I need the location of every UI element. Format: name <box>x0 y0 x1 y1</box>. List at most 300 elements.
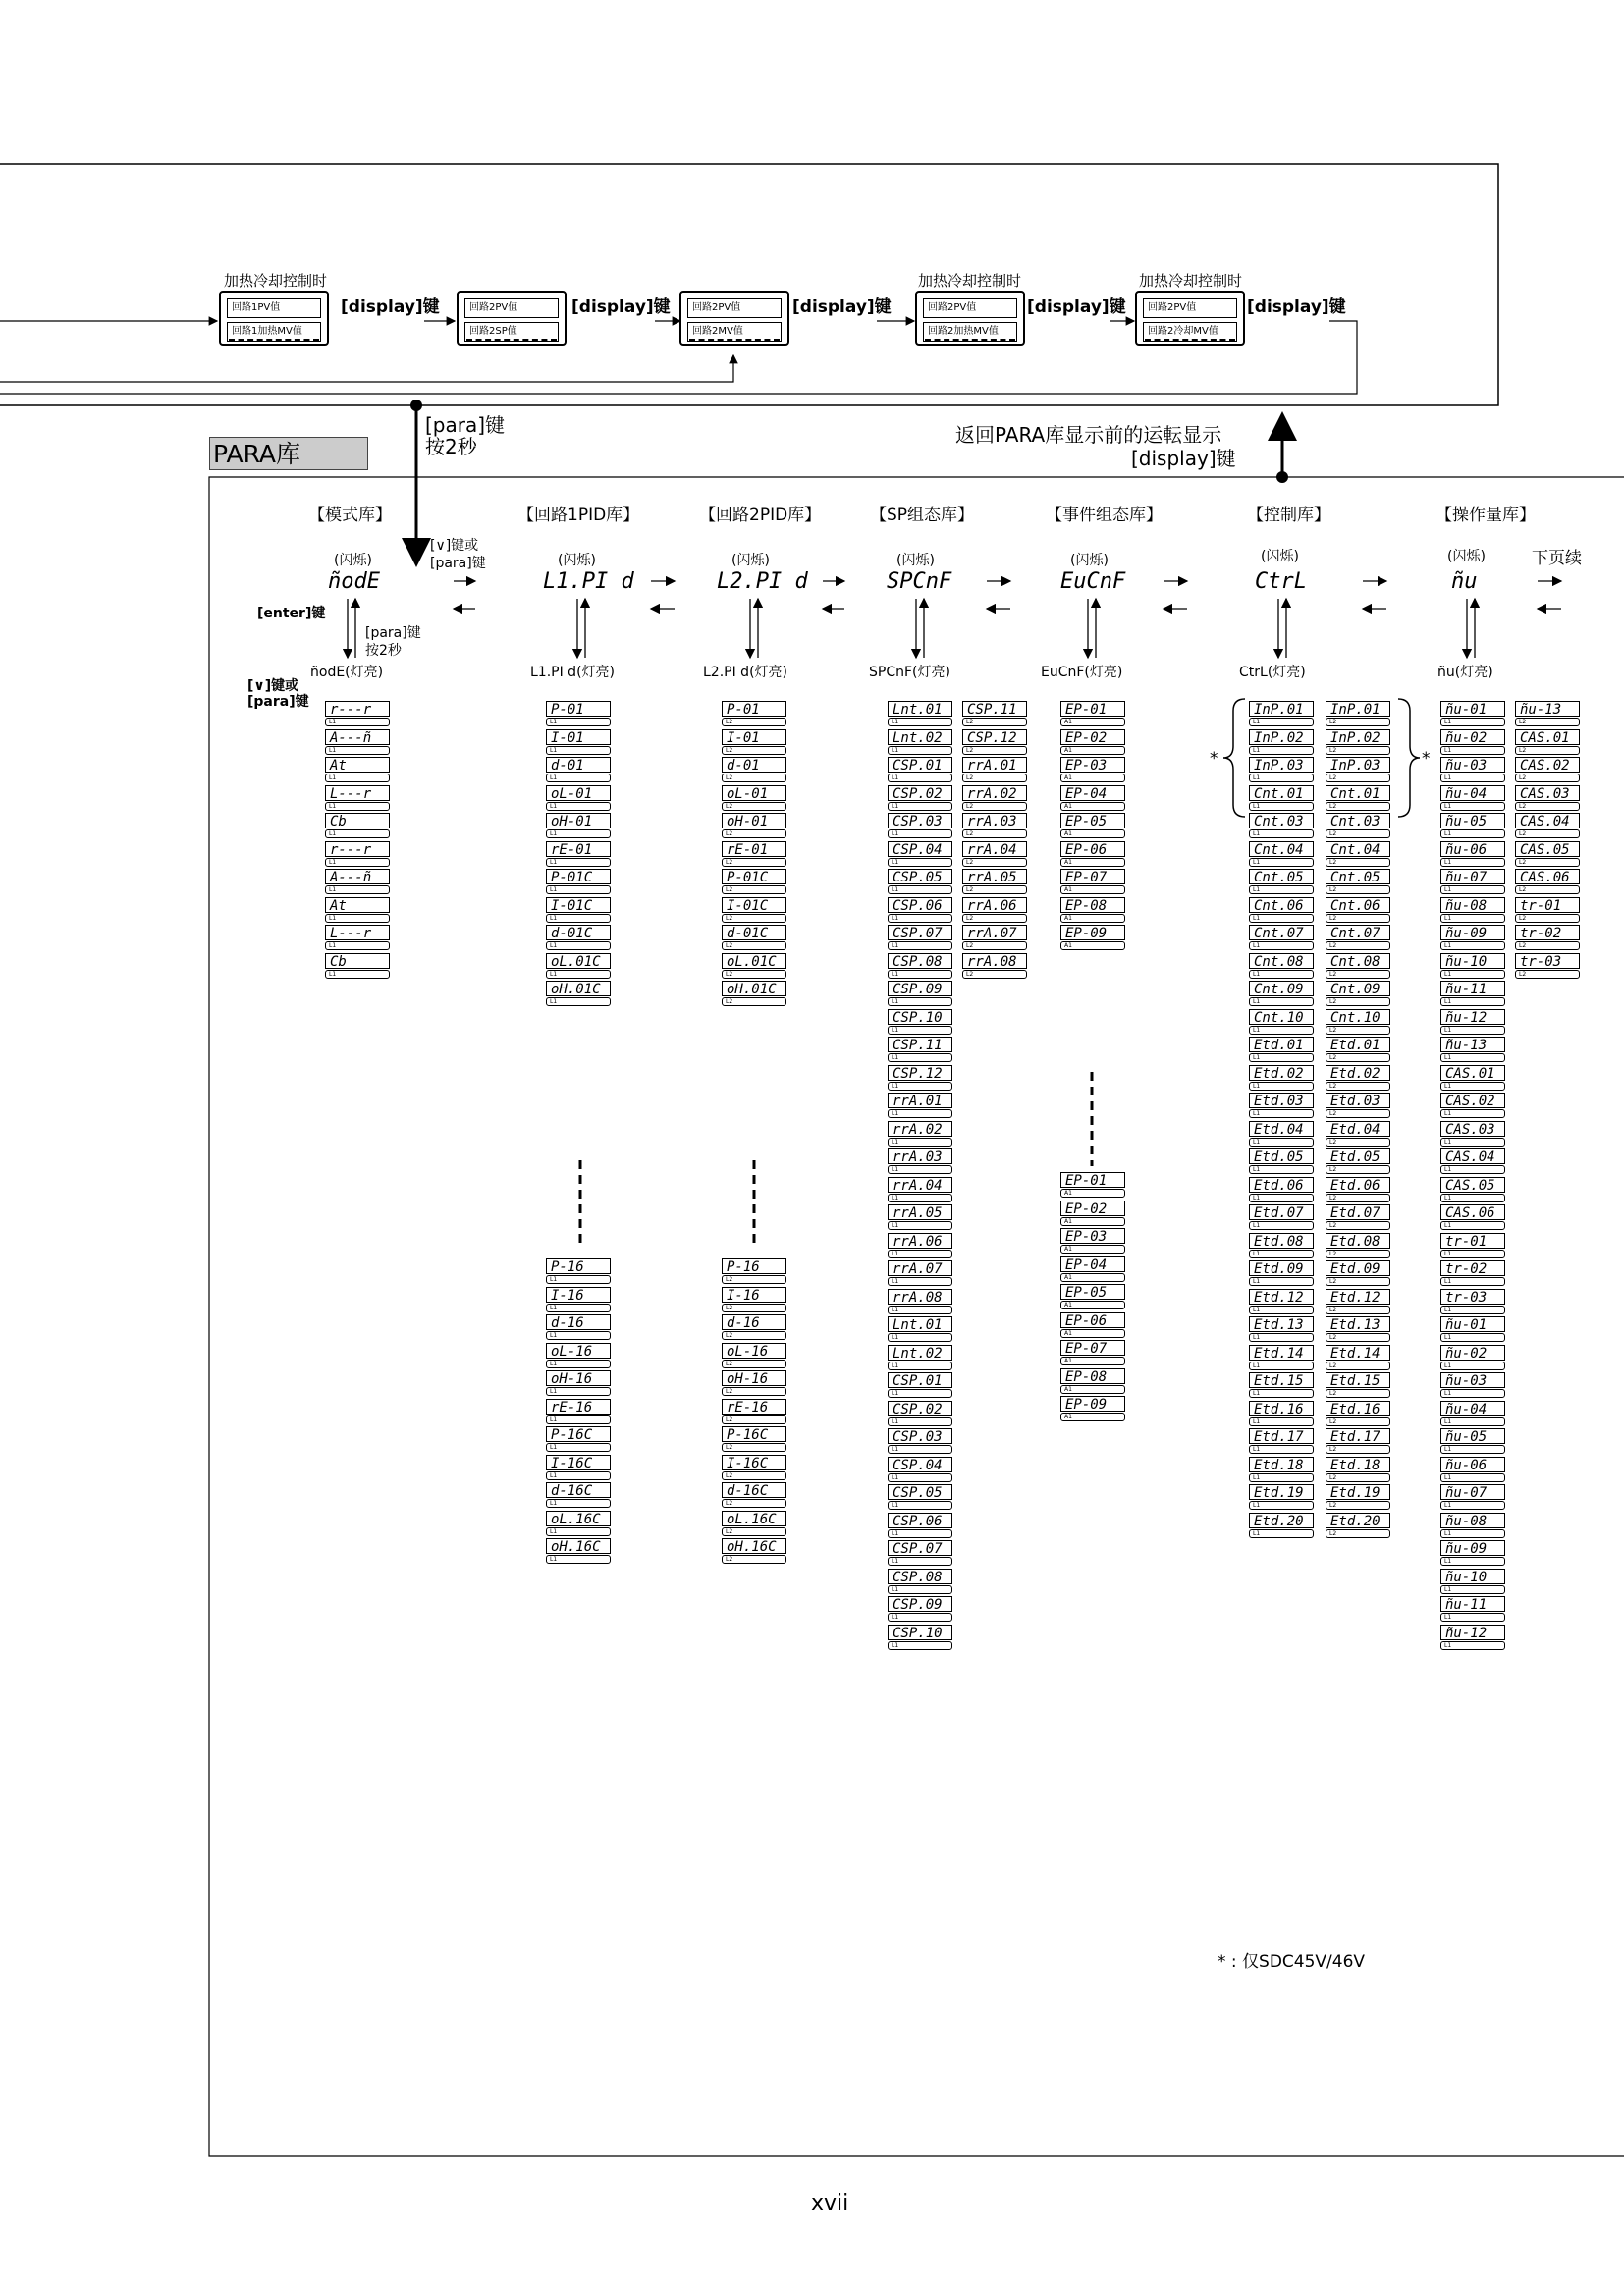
param-cell <box>1060 841 1127 867</box>
param-sub-display: L2 <box>722 746 786 755</box>
device-line1: 回路2PV值 <box>687 298 782 318</box>
param-code: P-16 <box>722 1258 786 1274</box>
param-sub-display: L2 <box>1326 1138 1390 1147</box>
param-cell <box>1515 701 1582 726</box>
bank-header-mode: 【模式库】 <box>308 506 392 525</box>
param-cell <box>888 869 954 894</box>
param-code: Cnt.05 <box>1249 869 1314 884</box>
param-sub-display: L1 <box>546 1443 611 1452</box>
param-cell <box>722 1287 788 1312</box>
param-cell <box>546 869 613 894</box>
param-cell <box>546 1370 613 1396</box>
param-cell <box>1249 1204 1316 1230</box>
param-code: Etd.20 <box>1249 1513 1314 1528</box>
bank-header-mv: 【操作量库】 <box>1435 506 1536 525</box>
param-cell <box>1326 1457 1392 1482</box>
param-cell <box>546 1511 613 1536</box>
param-code: Cb <box>325 813 390 828</box>
param-cell <box>888 1177 954 1202</box>
param-cell <box>546 925 613 950</box>
param-code: Etd.12 <box>1326 1289 1390 1305</box>
param-sub-display: L2 <box>1326 1333 1390 1342</box>
param-sub-display: L1 <box>1249 1389 1314 1398</box>
param-code: Etd.02 <box>1249 1065 1314 1081</box>
param-cell <box>888 1540 954 1566</box>
param-sub-display: L1 <box>1249 1417 1314 1426</box>
param-cell <box>888 1345 954 1370</box>
param-cell <box>1326 897 1392 923</box>
para-bank-title: PARA库 <box>209 437 368 470</box>
param-sub-display: L1 <box>888 718 952 726</box>
param-sub-display: L1 <box>1440 746 1505 755</box>
param-cell <box>888 1204 954 1230</box>
para-hold-line2: 按2秒 <box>365 643 402 659</box>
param-sub-display: L1 <box>1249 1026 1314 1035</box>
param-sub-display: L1 <box>1249 1445 1314 1454</box>
param-code: Etd.19 <box>1326 1484 1390 1500</box>
param-sub-display: L2 <box>1326 718 1390 726</box>
param-sub-display: L1 <box>325 970 390 979</box>
param-code: rE-01 <box>546 841 611 857</box>
down-or-label: [∨]键或 <box>430 538 479 554</box>
param-code: ñu-07 <box>1440 1484 1505 1500</box>
param-sub-display: L2 <box>1515 858 1580 867</box>
display-loop2-pv-cool <box>1135 291 1245 346</box>
param-sub-display: L1 <box>546 1415 611 1424</box>
param-cell <box>1249 1177 1316 1202</box>
param-sub-display: L2 <box>1326 1389 1390 1398</box>
param-cell <box>1440 925 1507 950</box>
param-code: Cnt.07 <box>1249 925 1314 940</box>
param-code: d-16 <box>546 1314 611 1330</box>
brace-asterisk-right: * <box>1422 749 1431 769</box>
param-sub-display: L1 <box>1249 1333 1314 1342</box>
param-cell <box>888 897 954 923</box>
param-cell <box>1326 1204 1392 1230</box>
param-code: I-16 <box>546 1287 611 1303</box>
device-line2: 回路2MV值 <box>687 322 782 342</box>
param-sub-display: L1 <box>1249 941 1314 950</box>
code-pid2: L2.PI d <box>717 569 808 594</box>
param-code: EP-04 <box>1060 1256 1125 1272</box>
param-code: ñu-09 <box>1440 925 1505 940</box>
param-sub-display: L1 <box>1440 997 1505 1006</box>
param-sub-display: L1 <box>888 1194 952 1202</box>
param-sub-display: L1 <box>1440 1026 1505 1035</box>
param-cell <box>888 757 954 782</box>
param-sub-display: L2 <box>962 746 1027 755</box>
param-cell <box>1515 925 1582 950</box>
param-cell <box>1326 1093 1392 1118</box>
para-key-label-mode: [para]键 <box>247 694 309 710</box>
param-sub-display: L1 <box>888 1529 952 1538</box>
param-code: I-01 <box>546 729 611 745</box>
param-sub-display: L2 <box>1326 1362 1390 1370</box>
param-sub-display: L2 <box>962 885 1027 894</box>
param-cell <box>888 953 954 979</box>
param-cell <box>1249 1484 1316 1510</box>
param-sub-display: L2 <box>1515 829 1580 838</box>
param-code: A---ñ <box>325 869 390 884</box>
param-cell <box>1249 841 1316 867</box>
param-cell <box>1515 953 1582 979</box>
param-sub-display: L2 <box>722 1331 786 1340</box>
param-sub-display: L1 <box>888 746 952 755</box>
param-cell <box>1326 701 1392 726</box>
param-code: I-16 <box>722 1287 786 1303</box>
param-code: EP-07 <box>1060 869 1125 884</box>
param-cell <box>1249 1316 1316 1342</box>
param-code: CSP.09 <box>888 1596 952 1612</box>
param-sub-display: L1 <box>1440 1501 1505 1510</box>
param-cell <box>962 925 1029 950</box>
param-code: Etd.17 <box>1326 1428 1390 1444</box>
param-code: Etd.17 <box>1249 1428 1314 1444</box>
param-sub-display: A1 <box>1060 1329 1125 1338</box>
param-code: CAS.05 <box>1440 1177 1505 1193</box>
param-sub-display: L1 <box>546 1331 611 1340</box>
param-cell <box>1060 813 1127 838</box>
param-code: Cnt.08 <box>1249 953 1314 969</box>
param-code: oH-16 <box>722 1370 786 1386</box>
param-code: ñu-10 <box>1440 953 1505 969</box>
param-sub-display: L1 <box>888 1445 952 1454</box>
param-code: P-01C <box>546 869 611 884</box>
note-sdc45v: * : 仅SDC45V/46V <box>1218 1952 1366 1972</box>
param-sub-display: A1 <box>1060 746 1125 755</box>
param-code: ñu-12 <box>1440 1009 1505 1025</box>
param-cell <box>888 1009 954 1035</box>
param-code: tr-01 <box>1440 1233 1505 1249</box>
param-cell <box>1249 1121 1316 1147</box>
param-cell <box>1060 897 1127 923</box>
param-cell <box>722 1370 788 1396</box>
param-cell <box>1440 1260 1507 1286</box>
param-sub-display: L2 <box>1326 829 1390 838</box>
param-sub-display: L1 <box>1440 1445 1505 1454</box>
param-code: CAS.02 <box>1515 757 1580 773</box>
param-sub-display: L2 <box>1326 1250 1390 1258</box>
param-sub-display: L1 <box>1249 858 1314 867</box>
param-code: CAS.06 <box>1515 869 1580 884</box>
para-hold-line1: [para]键 <box>365 625 421 641</box>
param-code: EP-01 <box>1060 701 1125 717</box>
param-code: d-01C <box>722 925 786 940</box>
hold-2s-label: 按2秒 <box>425 435 477 458</box>
param-code: ñu-12 <box>1440 1625 1505 1640</box>
param-cell <box>722 1258 788 1284</box>
param-code: ñu-06 <box>1440 1457 1505 1472</box>
param-code: Etd.04 <box>1249 1121 1314 1137</box>
param-sub-display: L1 <box>888 1557 952 1566</box>
param-sub-display: L1 <box>1440 718 1505 726</box>
param-cell <box>722 813 788 838</box>
param-sub-display: A1 <box>1060 718 1125 726</box>
param-cell <box>546 1426 613 1452</box>
param-code: EP-05 <box>1060 813 1125 828</box>
param-sub-display: L2 <box>1515 774 1580 782</box>
param-code: ñu-11 <box>1440 981 1505 996</box>
param-sub-display: L1 <box>888 1362 952 1370</box>
param-cell <box>546 1287 613 1312</box>
param-code: CSP.02 <box>888 1401 952 1416</box>
param-sub-display: L1 <box>888 1165 952 1174</box>
param-sub-display: A1 <box>1060 1413 1125 1421</box>
param-cell <box>722 869 788 894</box>
param-cell <box>1060 1312 1127 1338</box>
param-cell <box>1440 1093 1507 1118</box>
param-sub-display: L2 <box>722 914 786 923</box>
param-cell <box>1440 1233 1507 1258</box>
param-code: Etd.01 <box>1249 1037 1314 1052</box>
param-cell <box>1515 869 1582 894</box>
param-sub-display: L1 <box>1440 1082 1505 1091</box>
param-code: CAS.06 <box>1440 1204 1505 1220</box>
param-sub-display: L1 <box>546 1471 611 1480</box>
param-sub-display: L2 <box>1326 941 1390 950</box>
param-sub-display: A1 <box>1060 802 1125 811</box>
param-sub-display: L1 <box>888 1613 952 1622</box>
param-sub-display: L1 <box>1249 1277 1314 1286</box>
param-sub-display: L1 <box>1249 774 1314 782</box>
param-sub-display: L1 <box>1440 1221 1505 1230</box>
code-lit-pid1: L1.PI d(灯亮) <box>530 665 615 680</box>
param-sub-display: A1 <box>1060 1189 1125 1198</box>
param-code: ñu-01 <box>1440 701 1505 717</box>
param-sub-display: L2 <box>1515 885 1580 894</box>
param-code: ñu-02 <box>1440 1345 1505 1361</box>
param-code: CSP.04 <box>888 1457 952 1472</box>
param-cell <box>888 813 954 838</box>
display-loop2-pv-heat <box>915 291 1025 346</box>
param-sub-display: A1 <box>1060 1245 1125 1254</box>
param-cell <box>1440 1345 1507 1370</box>
param-code: A---ñ <box>325 729 390 745</box>
param-cell <box>962 953 1029 979</box>
param-code: EP-07 <box>1060 1340 1125 1356</box>
param-code: Etd.18 <box>1326 1457 1390 1472</box>
param-sub-display: L1 <box>1440 1165 1505 1174</box>
param-cell <box>1515 729 1582 755</box>
param-code: Etd.14 <box>1249 1345 1314 1361</box>
param-code: ñu-06 <box>1440 841 1505 857</box>
param-code: Etd.02 <box>1326 1065 1390 1081</box>
blink-label: (闪烁) <box>1070 553 1109 568</box>
param-cell <box>1249 1457 1316 1482</box>
param-sub-display: L1 <box>888 1221 952 1230</box>
param-cell <box>722 1455 788 1480</box>
param-cell <box>1326 1148 1392 1174</box>
param-code: CAS.03 <box>1515 785 1580 801</box>
param-code: tr-03 <box>1515 953 1580 969</box>
param-sub-display: L1 <box>1249 885 1314 894</box>
param-cell <box>1326 1121 1392 1147</box>
param-sub-display: L1 <box>546 1275 611 1284</box>
blink-label: (闪烁) <box>334 553 372 568</box>
param-sub-display: L1 <box>1249 746 1314 755</box>
param-sub-display: L2 <box>722 1304 786 1312</box>
param-code: rrA.07 <box>962 925 1027 940</box>
param-code: InP.02 <box>1249 729 1314 745</box>
param-code: Cnt.01 <box>1249 785 1314 801</box>
bank-header-ctrl: 【控制库】 <box>1247 506 1330 525</box>
param-cell <box>1060 1340 1127 1365</box>
param-sub-display: L1 <box>546 746 611 755</box>
param-code: oH-01 <box>546 813 611 828</box>
param-cell <box>1515 897 1582 923</box>
param-cell <box>1326 1345 1392 1370</box>
param-code: ñu-04 <box>1440 1401 1505 1416</box>
param-sub-display: L1 <box>888 885 952 894</box>
param-cell <box>1326 1260 1392 1286</box>
param-code: ñu-08 <box>1440 897 1505 913</box>
param-code: tr-03 <box>1440 1289 1505 1305</box>
param-sub-display: L1 <box>325 802 390 811</box>
param-code: EP-01 <box>1060 1172 1125 1188</box>
param-sub-display: L1 <box>888 802 952 811</box>
param-code: Cnt.03 <box>1249 813 1314 828</box>
param-cell <box>962 701 1029 726</box>
param-sub-display: L1 <box>1440 914 1505 923</box>
param-sub-display: L2 <box>722 1415 786 1424</box>
param-sub-display: L1 <box>1249 1109 1314 1118</box>
param-code: EP-08 <box>1060 1368 1125 1384</box>
param-cell <box>962 897 1029 923</box>
param-sub-display: L1 <box>1440 1389 1505 1398</box>
param-code: ñu-03 <box>1440 1372 1505 1388</box>
param-cell <box>546 841 613 867</box>
param-sub-display: L1 <box>546 970 611 979</box>
bank-header-pid2: 【回路2PID库】 <box>699 506 822 525</box>
param-cell <box>1440 1009 1507 1035</box>
param-sub-display: L1 <box>325 914 390 923</box>
param-code: P-01 <box>722 701 786 717</box>
param-code: CAS.01 <box>1515 729 1580 745</box>
param-sub-display: L1 <box>1249 1082 1314 1091</box>
param-sub-display: L1 <box>1440 1277 1505 1286</box>
param-cell <box>1060 701 1127 726</box>
param-cell <box>1060 1396 1127 1421</box>
param-cell <box>888 1596 954 1622</box>
param-sub-display: L1 <box>546 774 611 782</box>
param-code: rrA.06 <box>888 1233 952 1249</box>
param-cell <box>888 1428 954 1454</box>
param-sub-display: L1 <box>1440 1585 1505 1594</box>
param-code: d-01 <box>722 757 786 773</box>
param-cell <box>1440 981 1507 1006</box>
param-cell <box>1249 1233 1316 1258</box>
param-sub-display: L1 <box>1440 1557 1505 1566</box>
param-cell <box>1515 841 1582 867</box>
param-sub-display: L1 <box>1249 1221 1314 1230</box>
blink-label: (闪烁) <box>1261 549 1299 564</box>
param-cell <box>1249 925 1316 950</box>
down-or-label-mode: [∨]键或 <box>247 678 299 694</box>
param-sub-display: L1 <box>1249 1194 1314 1202</box>
param-code: Etd.09 <box>1326 1260 1390 1276</box>
param-cell <box>546 1482 613 1508</box>
param-code: L---r <box>325 925 390 940</box>
param-cell <box>1440 1484 1507 1510</box>
param-sub-display: L1 <box>1440 885 1505 894</box>
param-sub-display: L1 <box>325 774 390 782</box>
param-cell <box>1249 1065 1316 1091</box>
param-cell <box>1249 953 1316 979</box>
param-code: Etd.07 <box>1326 1204 1390 1220</box>
param-sub-display: L2 <box>1326 858 1390 867</box>
param-sub-display: L1 <box>888 858 952 867</box>
param-code: Etd.08 <box>1249 1233 1314 1249</box>
param-code: ñu-07 <box>1440 869 1505 884</box>
param-code: EP-08 <box>1060 897 1125 913</box>
param-cell <box>888 1625 954 1650</box>
param-sub-display: L1 <box>1249 1501 1314 1510</box>
param-code: d-01C <box>546 925 611 940</box>
param-code: Etd.18 <box>1249 1457 1314 1472</box>
param-code: Cnt.09 <box>1249 981 1314 996</box>
param-cell <box>1326 841 1392 867</box>
param-code: Etd.03 <box>1326 1093 1390 1108</box>
display-loop2-pv-mv <box>679 291 789 346</box>
param-cell <box>1515 757 1582 782</box>
param-sub-display: L1 <box>888 997 952 1006</box>
param-sub-display: L1 <box>1440 1333 1505 1342</box>
param-cell <box>546 1343 613 1368</box>
device-line2: 回路1加热MV值 <box>227 322 321 342</box>
bank-header-pid1: 【回路1PID库】 <box>517 506 640 525</box>
param-sub-display: L1 <box>1249 829 1314 838</box>
param-code: CSP.12 <box>962 729 1027 745</box>
enter-key-label: [enter]键 <box>257 606 326 621</box>
heat-cool-caption-1: 加热冷却控制时 <box>224 272 328 290</box>
param-sub-display: L1 <box>546 941 611 950</box>
param-sub-display: L2 <box>1326 802 1390 811</box>
param-cell <box>1440 1457 1507 1482</box>
param-cell <box>962 757 1029 782</box>
param-code: EP-05 <box>1060 1284 1125 1300</box>
bank-header-sp: 【SP组态库】 <box>870 506 975 525</box>
param-code: ñu-01 <box>1440 1316 1505 1332</box>
param-cell <box>1326 729 1392 755</box>
param-sub-display: L2 <box>1326 1473 1390 1482</box>
param-code: EP-06 <box>1060 1312 1125 1328</box>
param-sub-display: L2 <box>1326 1529 1390 1538</box>
param-cell <box>1326 1316 1392 1342</box>
param-cell <box>722 1511 788 1536</box>
param-code: rrA.01 <box>962 757 1027 773</box>
param-code: oL-16 <box>722 1343 786 1359</box>
device-line1: 回路2PV值 <box>464 298 559 318</box>
param-sub-display: L1 <box>1440 1529 1505 1538</box>
param-cell <box>1440 1121 1507 1147</box>
param-sub-display: A1 <box>1060 1301 1125 1309</box>
param-cell <box>1326 757 1392 782</box>
param-code: oH-16 <box>546 1370 611 1386</box>
param-sub-display: L1 <box>888 1109 952 1118</box>
param-code: CSP.07 <box>888 925 952 940</box>
param-cell <box>888 1121 954 1147</box>
param-code: EP-09 <box>1060 925 1125 940</box>
param-sub-display: A1 <box>1060 914 1125 923</box>
param-cell <box>1326 1065 1392 1091</box>
param-sub-display: L1 <box>546 802 611 811</box>
param-cell <box>1249 1260 1316 1286</box>
param-cell <box>1060 1284 1127 1309</box>
param-code: P-16 <box>546 1258 611 1274</box>
param-cell <box>1249 1345 1316 1370</box>
param-code: Etd.08 <box>1326 1233 1390 1249</box>
param-cell <box>1440 1625 1507 1650</box>
